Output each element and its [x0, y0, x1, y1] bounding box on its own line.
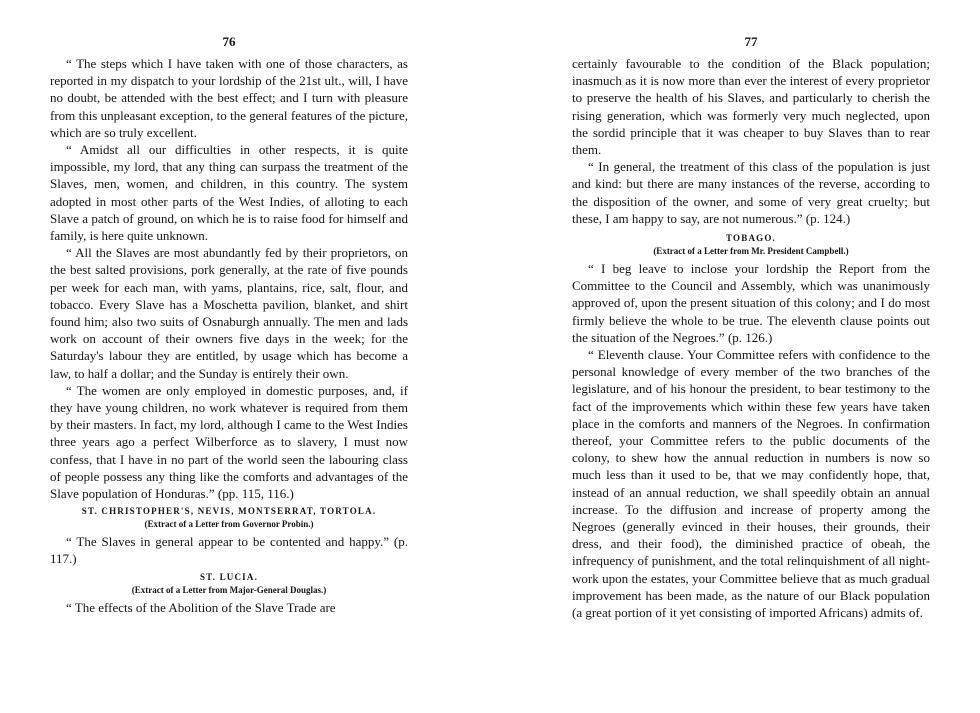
paragraph: “ All the Slaves are most abundantly fed by their proprietors, on the best salted provisions, pork generally, at the rate of five pounds per week for each man, with yams, plantains, rice, salt, flour, and tobacco. Every Slave has a Moschetta pavilion, blanket, and shirt found him; also two suits of Osnaburgh annually. The men and lads work on account of their owners five days in the week; for the Saturday's labour they are entitled, by usage which has become a law, to half a dollar; and the Sunday is entirely their own.: [50, 245, 408, 381]
section-subheading: (Extract of a Letter from Mr. President Campbell.): [653, 246, 849, 257]
section-heading: TOBAGO.: [726, 233, 776, 244]
section-subheading: (Extract of a Letter from Governor Probin.): [144, 519, 314, 530]
page-number-right: 77: [744, 34, 758, 49]
section-heading: ST. CHRISTOPHER'S, NEVIS, MONTSERRAT, TORTOLA.: [81, 506, 377, 517]
page-number-left: 76: [222, 34, 236, 49]
paragraph: “ The women are only employed in domestic purposes, and, if they have young children, no work whatever is required from them by their masters. In fact, my lord, although I came to the West Indies three years ago a perfect Wilberforce as to slavery, I must now confess, that I have in no part of the world seen the labouring class of people possess any thing like the comforts and advantages of the Slave population of Honduras.” (pp. 115, 116.): [50, 382, 408, 502]
paragraph: “ In general, the treatment of this class of the population is just and kind: but there are many instances of the reverse, according to the disposition of the owner, and some of very great cruelty; but these, I am happy to say, are not numerous.” (p. 124.): [572, 159, 930, 226]
section-heading: ST. LUCIA.: [199, 571, 259, 582]
section-subheading: (Extract of a Letter from Major-General Douglas.): [131, 584, 327, 595]
paragraph: certainly favourable to the condition of the Black population; inasmuch as it is now more than ever the interest of every proprietor to preserve the health of his Slaves, and particularly to cherish the rising generation, which was formerly very much neglected, upon the sordid principle that it was cheaper to buy Slaves than to rear them.: [572, 56, 930, 158]
paragraph: “ The effects of the Abolition of the Slave Trade are: [66, 599, 336, 615]
paragraph: “ The steps which I have taken with one of those characters, as reported in my dispatch to your lordship of the 21st ult., will, I have no doubt, be attended with the best effect; and I turn with pleasure from this unpleasant exception, to the general features of the picture, which are so truly excellent.: [50, 56, 408, 140]
paragraph: “ I beg leave to inclose your lordship the Report from the Committee to the Council and Assembly, which was unanimously approved of, upon the present situation of this colony; and I do most firmly believe the whole to be true. The eleventh clause points out the situation of the Negroes.” (p. 126.): [572, 261, 930, 345]
right-page: [490, 0, 980, 713]
paragraph: “ Amidst all our difficulties in other respects, it is quite impossible, my lord, that any thing can surpass the treatment of the Slaves, men, women, and children, in this country. The system adopted in most other parts of the West Indies, of alloting to each Slave a patch of ground, on which he is to raise food for himself and family, is here quite unknown.: [50, 142, 408, 244]
paragraph: “ The Slaves in general appear to be contented and happy.” (p. 117.): [50, 534, 408, 567]
paragraph: “ Eleventh clause. Your Committee refers with confidence to the personal knowledge of every member of the two branches of the legislature, and of his honour the president, to bear testimony to the fact of the improvements which within these few years have taken place in the comforts and manners of the Negroes. In confirmation thereof, your Committee refers to the public documents of the colony, to shew how the annual reduction in numbers is now so much less than it used to be, that we may confidently hope, that, instead of an annual reduction, we shall speedily obtain an annual increase. To the diffusion and increase of property among the Negroes (generally evinced in their houses, their grounds, their dress, and their food), the diminished practice of obeah, the infrequency of punishment, and the total relinquishment of all night-work upon the estates, your Committee believe that as much gradual improvement has been made, as the nature of our Black population (a great portion of it yet consisting of imported Africans) admits of.: [572, 347, 930, 621]
